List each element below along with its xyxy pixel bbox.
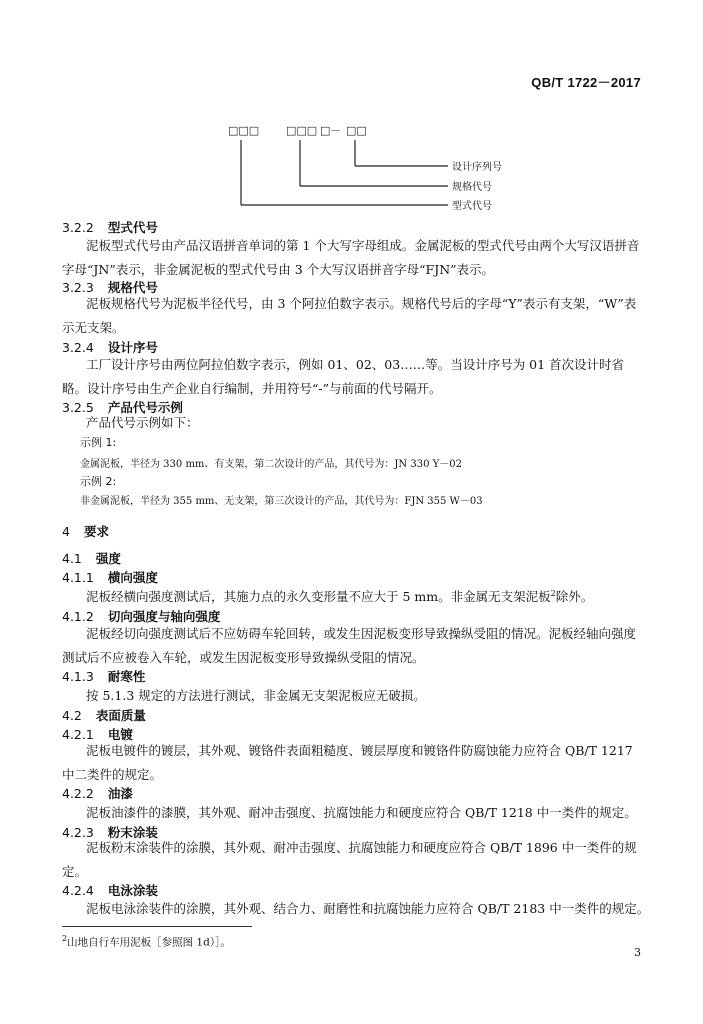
paragraph-electrophoretic: 泥板电泳涂装件的涂膜，其外观、结合力、耐磨性和抗腐蚀能力应符合 QB/T 2183 中一类件的规定。 (86, 901, 650, 916)
paragraph-example-intro: 产品代号示例如下： (86, 415, 199, 430)
page-number: 3 (634, 946, 641, 959)
section-heading-4-1: 4.1 强度 (62, 551, 121, 566)
footnote-divider (62, 926, 252, 927)
paragraph-plating: 泥板电镀件的镀层，其外观、镀铬件表面粗糙度、镀层厚度和镀铬件防腐蚀能力应符合 QB/T 1217 中二类件的规定。 (62, 743, 633, 782)
diagram-label-type: 型式代号 (452, 201, 492, 212)
paragraph-design-seq: 工厂设计序号由两位阿拉伯数字表示，例如 01、02、03……等。当设计序号为 01 首次设计时省略。设计序号由生产企业自行编制，并用符号“-”与前面的代号隔开。 (62, 357, 625, 396)
section-heading-4-2-3: 4.2.3 粉末涂装 (62, 825, 158, 840)
paragraph-type-code: 泥板型式代号由产品汉语拼音单词的第 1 个大写字母组成。金属泥板的型式代号由两个大写汉语拼音字母“JN”表示，非金属泥板的型式代号由 3 个大写汉语拼音字母“FJN”表示。 (62, 238, 640, 277)
paragraph-tangential-axial: 泥板经切向强度测试后不应妨碍车轮回转，或发生因泥板变形导致操纵受阻的情况。泥板经轴向强度测试后不应被卷入车轮，或发生因泥板变形导致操纵受阻的情况。 (62, 626, 637, 665)
section-heading-3-2-2: 3.2.2 型式代号 (62, 220, 158, 235)
footnote-ref: 2 (550, 588, 556, 598)
diagram-boxes-letter: □ (320, 124, 331, 137)
paragraph-lateral-strength: 泥板经横向强度测试后，其施力点的永久变形量不应大于 5 mm。非金属无支架泥板$^2$除外。 (86, 588, 594, 604)
example-2-text: 非金属泥板，半径为 355 mm、无支架，第三次设计的产品，其代号为：FJN 355 W－03 (80, 496, 483, 507)
diagram-boxes-type: □□□ (228, 124, 260, 137)
example-1-text: 金属泥板，半径为 330 mm、有支架，第二次设计的产品，其代号为：JN 330 Y－02 (80, 459, 462, 470)
section-heading-3-2-5: 3.2.5 产品代号示例 (62, 400, 183, 415)
paragraph-cold-resistance: 按 5.1.3 规定的方法进行测试，非金属无支架泥板应无破损。 (86, 688, 426, 703)
paragraph-paint: 泥板油漆件的漆膜，其外观、耐冲击强度、抗腐蚀能力和硬度应符合 QB/T 1218 中一类件的规定。 (86, 805, 637, 820)
diagram-dash: － (330, 124, 341, 137)
diagram-boxes-seq: □□ (346, 124, 367, 137)
paragraph-spec-code: 泥板规格代号为泥板半径代号，由 3 个阿拉伯数字表示。规格代号后的字母“Y”表示有支架，“W”表示无支架。 (62, 296, 637, 335)
section-heading-4-2: 4.2 表面质量 (62, 708, 146, 723)
example-1-label: 示例 1: (80, 436, 117, 449)
diagram-boxes-spec: □□□ (286, 124, 318, 137)
footnote: $^2$山地自行车用泥板［参照图 1d）］。 (62, 934, 231, 949)
section-heading-4-2-1: 4.2.1 电镀 (62, 727, 133, 742)
section-heading-4-1-2: 4.1.2 切向强度与轴向强度 (62, 609, 221, 624)
section-heading-4: 4 要求 (62, 524, 109, 539)
example-2-label: 示例 2: (80, 475, 117, 488)
section-heading-4-2-4: 4.2.4 电泳涂装 (62, 883, 158, 898)
section-heading-3-2-4: 3.2.4 设计序号 (62, 340, 158, 355)
diagram-label-spec: 规格代号 (452, 182, 492, 193)
paragraph-powder-coating: 泥板粉末涂装件的涂膜，其外观、耐冲击强度、抗腐蚀能力和硬度应符合 QB/T 1896 中一类件的规定。 (62, 840, 637, 879)
section-heading-4-1-1: 4.1.1 横向强度 (62, 570, 158, 585)
diagram-label-seq: 设计序列号 (452, 162, 502, 173)
section-heading-4-2-2: 4.2.2 油漆 (62, 786, 133, 801)
standard-code: QB/T 1722－2017 (531, 75, 641, 90)
section-heading-4-1-3: 4.1.3 耐寒性 (62, 669, 146, 684)
code-structure-diagram (0, 0, 703, 220)
section-heading-3-2-3: 3.2.3 规格代号 (62, 280, 158, 295)
